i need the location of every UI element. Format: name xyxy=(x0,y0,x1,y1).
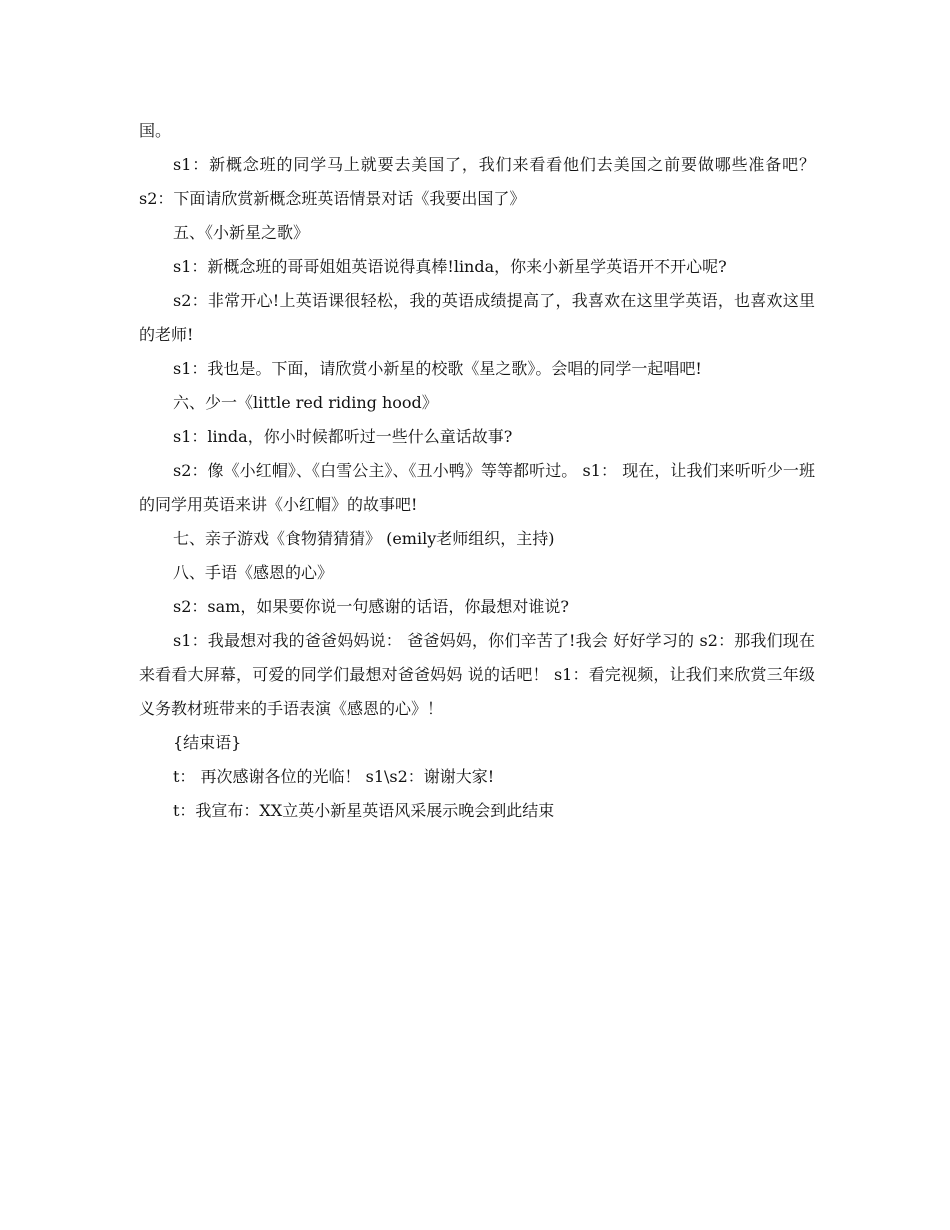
section-heading: 五、《小新星之歌》 xyxy=(173,223,310,242)
section-heading: 六、少一《little red riding hood》 xyxy=(173,393,438,412)
paragraph-dialogue: s1：linda，你小时候都听过一些什么童话故事? xyxy=(173,427,513,446)
paragraph-dialogue: t： 再次感谢各位的光临！ s1\s2：谢谢大家! xyxy=(173,767,495,786)
paragraph-dialogue: s2：非常开心!上英语课很轻松，我的英语成绩提高了，我喜欢在这里学英语，也喜欢这里的老师! xyxy=(139,291,815,344)
paragraph-dialogue: s1：新概念班的哥哥姐姐英语说得真棒!linda，你来小新星学英语开不开心呢? xyxy=(173,257,727,276)
section-heading: 七、亲子游戏《食物猜猜猜》 (emily老师组织，主持) xyxy=(173,529,555,548)
document-body xyxy=(139,114,821,828)
paragraph-dialogue: s2：像《小红帽》、《白雪公主》、《丑小鸭》等等都听过。 s1： 现在，让我们来听听少一班的同学用英语来讲《小红帽》的故事吧! xyxy=(139,461,815,514)
paragraph-dialogue: s1：我也是。下面，请欣赏小新星的校歌《星之歌》。会唱的同学一起唱吧! xyxy=(173,359,702,378)
paragraph-dialogue: s2：sam，如果要你说一句感谢的话语，你最想对谁说? xyxy=(173,597,569,616)
paragraph-dialogue: s1：我最想对我的爸爸妈妈说： 爸爸妈妈，你们辛苦了!我会 好好学习的 s2：那我们现在来看看大屏幕，可爱的同学们最想对爸爸妈妈 说的话吧！ s1：看完视频，让我们来欣赏三年级义务教材班带来的手语表演《感恩的心》！ xyxy=(139,631,815,718)
section-heading: 八、手语《感恩的心》 xyxy=(173,563,334,582)
section-heading: {结束语} xyxy=(173,733,242,752)
paragraph-continuation: 国。 xyxy=(139,121,172,140)
paragraph-dialogue: s1：新概念班的同学马上就要去美国了，我们来看看他们去美国之前要做哪些准备吧？ s2：下面请欣赏新概念班英语情景对话《我要出国了》 xyxy=(139,155,821,208)
paragraph-closing: t：我宣布：XX立英小新星英语风采展示晚会到此结束 xyxy=(173,801,555,820)
